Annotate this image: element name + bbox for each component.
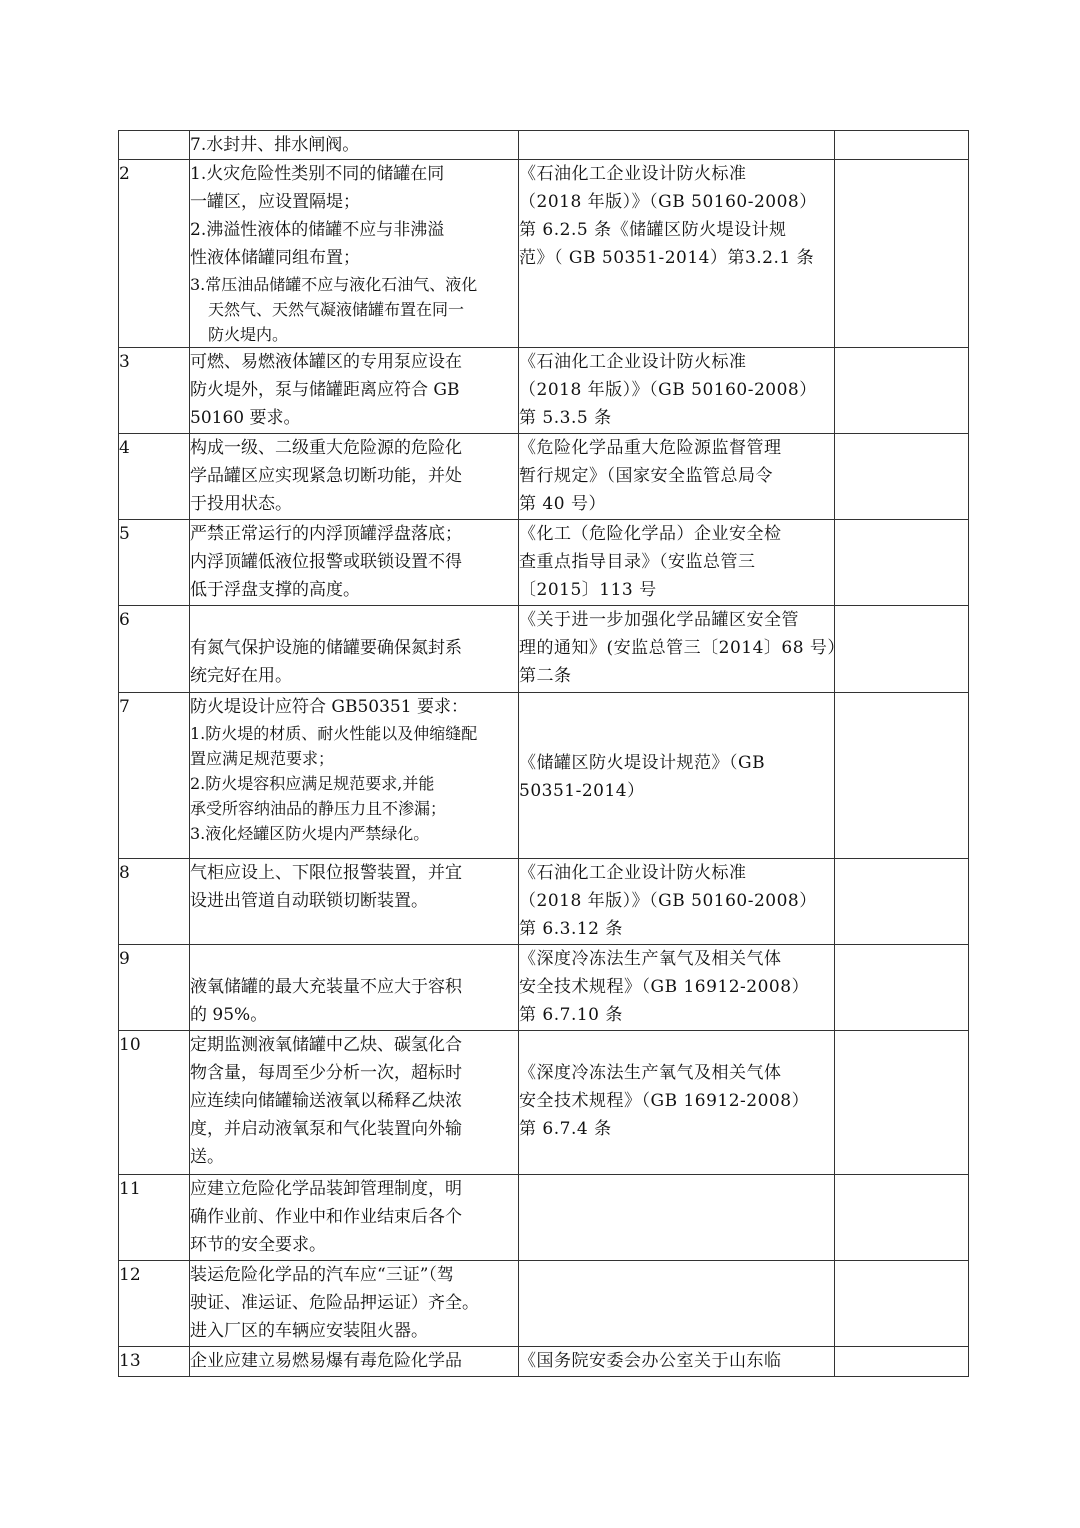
basis-line: 《石油化工企业设计防火标准: [519, 164, 747, 184]
requirement-line: 应建立危险化学品装卸管理制度，明: [190, 1179, 462, 1199]
basis-line: 第 6.7.10 条: [519, 1005, 623, 1025]
basis-cell: [519, 160, 835, 348]
remarks-text: [835, 863, 840, 883]
remarks-text: [835, 135, 840, 155]
requirement-cell: [190, 131, 519, 160]
requirement-line: 装运危险化学品的汽车应“三证”（驾: [190, 1265, 454, 1285]
basis-line: （2018 年版）》（GB 50160-2008）: [519, 192, 817, 212]
basis-cell: [519, 520, 835, 606]
requirement-line: 送。: [190, 1147, 224, 1167]
requirement-cell: [190, 1175, 519, 1261]
remarks-text: [835, 524, 840, 544]
basis-cell: [519, 348, 835, 434]
table-row: [119, 693, 969, 859]
basis-line: 第 6.2.5 条《储罐区防火堤设计规: [519, 220, 787, 240]
basis-line: 暂行规定》（国家安全监管总局令: [519, 466, 773, 486]
requirement-line: 天然气、天然气凝液储罐布置在同一: [208, 300, 465, 319]
remarks-cell: [835, 1175, 969, 1261]
basis-line: 〔2015〕113 号: [519, 580, 657, 600]
requirement-line: 于投用状态。: [190, 494, 292, 514]
requirement-cell: [190, 434, 519, 520]
basis-line: 安全技术规程》（GB 16912-2008）: [519, 977, 810, 997]
row-number: [119, 348, 190, 434]
requirement-line: 统完好在用。: [190, 666, 292, 686]
requirement-cell: [190, 606, 519, 693]
requirement-line: 3.常压油品储罐不应与液化石油气、液化: [190, 275, 478, 294]
requirement-line: 可燃、易燃液体罐区的专用泵应设在: [190, 352, 462, 372]
basis-line: 《危险化学品重大危险源监督管理: [519, 438, 782, 458]
row-number-text: 2: [119, 164, 130, 184]
requirement-line: 7.水封井、排水闸阀。: [190, 135, 360, 155]
remarks-cell: [835, 693, 969, 859]
basis-line: 《深度冷冻法生产氧气及相关气体: [519, 949, 782, 969]
requirements-table: [118, 130, 969, 1377]
remarks-text: [835, 164, 840, 184]
basis-line: [519, 1031, 834, 1059]
table-row: [119, 1031, 969, 1175]
basis-line: 《深度冷冻法生产氧气及相关气体: [519, 1063, 782, 1083]
row-number: [119, 693, 190, 859]
remarks-text: [835, 1351, 840, 1371]
row-number: [119, 1347, 190, 1377]
basis-line: 范》（ GB 50351-2014）第3.2.1 条: [519, 248, 815, 268]
basis-line: 《化工（危险化学品）企业安全检: [519, 524, 782, 544]
basis-line: 第 40 号）: [519, 494, 606, 514]
requirement-line: 内浮顶罐低液位报警或联锁设置不得: [190, 552, 462, 572]
basis-cell: [519, 131, 835, 160]
requirement-line: 企业应建立易燃易爆有毒危险化学品: [190, 1351, 462, 1371]
basis-cell: [519, 434, 835, 520]
row-number: [119, 1031, 190, 1175]
row-number: [119, 606, 190, 693]
requirement-line: 性液体储罐同组布置；: [190, 248, 360, 268]
requirement-line: 驶证、准运证、危险品押运证）齐全。: [190, 1293, 479, 1313]
remarks-text: [835, 610, 840, 630]
table-row: [119, 1347, 969, 1377]
basis-line: （2018 年版）》（GB 50160-2008）: [519, 891, 817, 911]
requirement-cell: [190, 520, 519, 606]
basis-line: 理的通知》(安监总管三〔2014〕68 号）: [519, 638, 845, 658]
requirement-cell: [190, 348, 519, 434]
row-number: [119, 859, 190, 945]
requirement-line: 严禁正常运行的内浮顶罐浮盘落底；: [190, 524, 462, 544]
remarks-text: [835, 352, 840, 372]
basis-line: 50351-2014）: [519, 781, 645, 801]
table-row: [119, 1261, 969, 1347]
remarks-cell: [835, 1347, 969, 1377]
remarks-text: [835, 438, 840, 458]
requirement-line: 防火堤设计应符合 GB50351 要求：: [190, 697, 468, 717]
requirement-line: 防火堤内。: [208, 325, 289, 344]
table-row: [119, 131, 969, 160]
remarks-cell: [835, 1261, 969, 1347]
row-number-text: 10: [119, 1035, 141, 1055]
remarks-cell: [835, 945, 969, 1031]
row-number: [119, 160, 190, 348]
requirement-cell: [190, 1261, 519, 1347]
requirement-line: 2.防火堤容积应满足规范要求,并能: [190, 774, 435, 793]
remarks-text: [835, 697, 840, 717]
requirement-line: 的 95%。: [190, 1005, 268, 1025]
table-row: [119, 859, 969, 945]
row-number-text: 3: [119, 352, 130, 372]
row-number: [119, 1175, 190, 1261]
remarks-text: [835, 1035, 840, 1055]
remarks-cell: [835, 520, 969, 606]
row-number: [119, 520, 190, 606]
basis-cell: [519, 693, 835, 859]
requirement-line: 度，并启动液氧泵和气化装置向外输: [190, 1119, 462, 1139]
basis-line: 《国务院安委会办公室关于山东临: [519, 1351, 782, 1371]
row-number-text: 4: [119, 438, 130, 458]
remarks-text: [835, 1265, 840, 1285]
requirement-line: 50160 要求。: [190, 408, 301, 428]
remarks-cell: [835, 131, 969, 160]
requirement-line: [190, 945, 518, 973]
row-number-text: 9: [119, 949, 130, 969]
basis-cell: [519, 1261, 835, 1347]
requirement-line: 进入厂区的车辆应安装阻火器。: [190, 1321, 428, 1341]
row-number-text: 12: [119, 1265, 141, 1285]
basis-line: 第二条: [519, 666, 572, 686]
basis-cell: [519, 945, 835, 1031]
requirement-line: 设进出管道自动联锁切断装置。: [190, 891, 428, 911]
basis-line: [519, 721, 834, 749]
requirement-line: 3.液化烃罐区防火堤内严禁绿化。: [190, 824, 430, 843]
requirement-line: 2.沸溢性液体的储罐不应与非沸溢: [190, 220, 445, 240]
row-number-text: 13: [119, 1351, 141, 1371]
requirement-line: 一罐区，应设置隔堤；: [190, 192, 360, 212]
requirement-line: 构成一级、二级重大危险源的危险化: [190, 438, 462, 458]
requirement-line: 环节的安全要求。: [190, 1235, 326, 1255]
remarks-cell: [835, 348, 969, 434]
basis-line: 查重点指导目录》（安监总管三: [519, 552, 756, 572]
row-number: [119, 131, 190, 160]
table-row: [119, 606, 969, 693]
basis-line: 安全技术规程》（GB 16912-2008）: [519, 1091, 810, 1111]
basis-cell: [519, 1347, 835, 1377]
table-row: [119, 434, 969, 520]
requirement-line: 液氧储罐的最大充装量不应大于容积: [190, 977, 462, 997]
basis-cell: [519, 1175, 835, 1261]
requirement-cell: [190, 693, 519, 859]
basis-line: 《关于进一步加强化学品罐区安全管: [519, 610, 799, 630]
row-number: [119, 1261, 190, 1347]
row-number: [119, 434, 190, 520]
requirement-line: 气柜应设上、下限位报警装置，并宜: [190, 863, 462, 883]
basis-line: 《石油化工企业设计防火标准: [519, 352, 747, 372]
remarks-cell: [835, 859, 969, 945]
requirement-line: 1.火灾危险性类别不同的储罐在同: [190, 164, 445, 184]
requirement-cell: [190, 160, 519, 348]
requirement-line: 低于浮盘支撑的高度。: [190, 580, 360, 600]
requirement-line: 有氮气保护设施的储罐要确保氮封系: [190, 638, 462, 658]
remarks-cell: [835, 1031, 969, 1175]
basis-line: 第 6.3.12 条: [519, 919, 623, 939]
row-number-text: 7: [119, 697, 130, 717]
row-number-text: 5: [119, 524, 130, 544]
requirement-line: 学品罐区应实现紧急切断功能，并处: [190, 466, 462, 486]
basis-cell: [519, 1031, 835, 1175]
basis-line: 《储罐区防火堤设计规范》（GB: [519, 753, 766, 773]
basis-line: （2018 年版）》（GB 50160-2008）: [519, 380, 817, 400]
requirement-line: 定期监测液氧储罐中乙炔、碳氢化合: [190, 1035, 462, 1055]
table-row: [119, 945, 969, 1031]
requirement-line: 确作业前、作业中和作业结束后各个: [190, 1207, 462, 1227]
requirement-cell: [190, 945, 519, 1031]
requirement-cell: [190, 1031, 519, 1175]
basis-line: 第 6.7.4 条: [519, 1119, 612, 1139]
requirement-line: 1.防火堤的材质、耐火性能以及伸缩缝配: [190, 724, 478, 743]
requirement-cell: [190, 859, 519, 945]
table-row: [119, 348, 969, 434]
requirement-cell: [190, 1347, 519, 1377]
remarks-cell: [835, 434, 969, 520]
remarks-text: [835, 949, 840, 969]
basis-cell: [519, 859, 835, 945]
basis-line: 《石油化工企业设计防火标准: [519, 863, 747, 883]
requirement-line: 应连续向储罐输送液氧以稀释乙炔浓: [190, 1091, 462, 1111]
remarks-cell: [835, 160, 969, 348]
requirement-line: 物含量，每周至少分析一次，超标时: [190, 1063, 462, 1083]
requirement-line: 防火堤外，泵与储罐距离应符合 GB: [190, 380, 460, 400]
table-row: [119, 520, 969, 606]
table-row: [119, 160, 969, 348]
basis-line: 第 5.3.5 条: [519, 408, 612, 428]
basis-cell: [519, 606, 845, 693]
row-number-text: [119, 135, 124, 155]
table-row: [119, 1175, 969, 1261]
row-number-text: 11: [119, 1179, 141, 1199]
requirement-line: [190, 606, 518, 634]
basis-line: [519, 693, 834, 721]
row-number: [119, 945, 190, 1031]
requirement-line: 置应满足规范要求；: [190, 749, 335, 768]
row-number-text: 8: [119, 863, 130, 883]
remarks-text: [835, 1179, 840, 1199]
requirement-line: 承受所容纳油品的静压力且不渗漏；: [190, 799, 447, 818]
row-number-text: 6: [119, 610, 130, 630]
remarks-cell: [835, 606, 969, 693]
